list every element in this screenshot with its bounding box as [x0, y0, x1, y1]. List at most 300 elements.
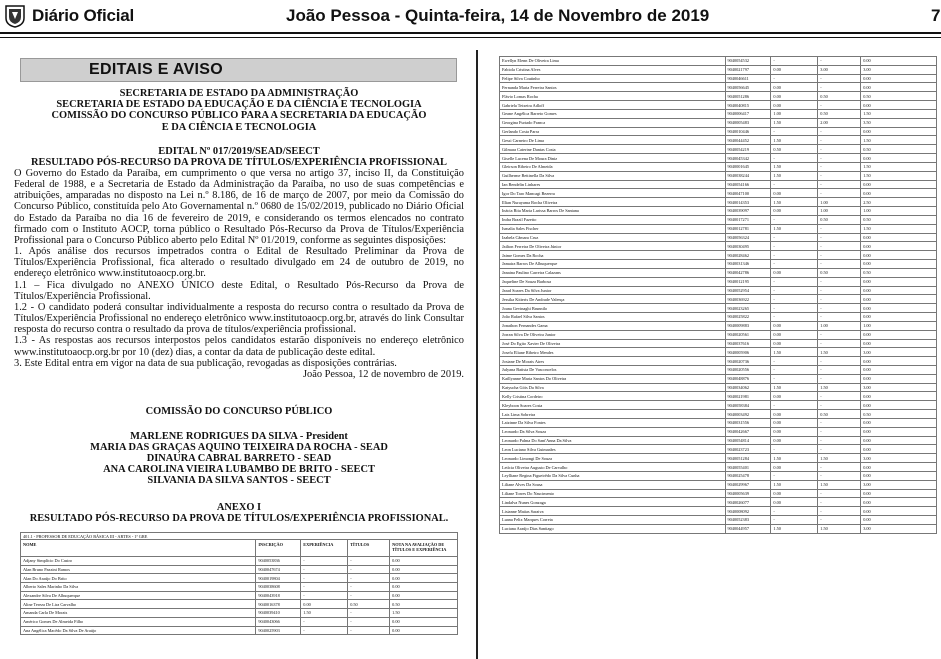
- cell-experience: -: [771, 260, 818, 269]
- publication-title: Diário Oficial: [32, 6, 135, 25]
- cell-score: 0.00: [861, 357, 937, 366]
- cell-name: Kaillyanne Maria Santos Do Oliveira: [500, 374, 726, 383]
- cell-experience: 1.50: [771, 480, 818, 489]
- cell-score: 1.50: [861, 171, 937, 180]
- table-row: [500, 454, 937, 463]
- cell-titles: -: [818, 507, 861, 516]
- cell-score: 3.00: [861, 383, 937, 392]
- cell-registration: 9040020561: [725, 330, 771, 339]
- cell-name: Fernanda Maria Ferreira Santos: [500, 83, 726, 92]
- cell-experience: 1.50: [771, 524, 818, 533]
- cell-registration: 9040038608: [256, 583, 301, 592]
- cell-experience: 1.50: [771, 118, 818, 127]
- cell-name: Lindalva Nunes Gonzaga: [500, 498, 726, 507]
- cell-score: 0.00: [861, 189, 937, 198]
- cell-name: José Do Egito Xavier De Oliveira: [500, 339, 726, 348]
- cell-experience: 1.50: [771, 224, 818, 233]
- table-row: [500, 83, 937, 92]
- cell-titles: 3.00: [818, 65, 861, 74]
- cell-titles: -: [818, 233, 861, 242]
- cell-score: 0.00: [861, 180, 937, 189]
- cell-experience: -: [771, 357, 818, 366]
- cell-name: Georgina Furtado Franca: [500, 118, 726, 127]
- cell-name: Aline Tereza De Lira Carvalho: [21, 600, 256, 609]
- cell-experience: -: [771, 507, 818, 516]
- cell-name: Jaqueline De Souza Barbosa: [500, 277, 726, 286]
- cell-registration: 9040012781: [725, 224, 771, 233]
- cell-experience: 0.00: [771, 463, 818, 472]
- cell-score: 0.50: [861, 215, 937, 224]
- cell-titles: -: [818, 286, 861, 295]
- table-row: [500, 401, 937, 410]
- cell-registration: 9040044452: [725, 136, 771, 145]
- cell-score: 0.00: [861, 401, 937, 410]
- table-row: [500, 286, 937, 295]
- cell-experience: 0.00: [301, 600, 348, 609]
- cell-titles: -: [818, 392, 861, 401]
- cell-score: 1.50: [861, 109, 937, 118]
- cell-name: Leonardo Da Silva Souza: [500, 427, 726, 436]
- cell-score: 0.00: [861, 277, 937, 286]
- cell-experience: -: [771, 365, 818, 374]
- cell-titles: -: [818, 463, 861, 472]
- cell-score: 0.00: [861, 330, 937, 339]
- table-row: [21, 609, 458, 618]
- cell-registration: 9040042667: [725, 427, 771, 436]
- cell-name: Gessi Carneiro De Lima: [500, 136, 726, 145]
- table-row: [500, 304, 937, 313]
- cell-titles: -: [818, 304, 861, 313]
- cell-titles: 1.00: [818, 321, 861, 330]
- cell-name: João Rafael Silva Santos: [500, 313, 726, 322]
- cell-experience: 0.00: [771, 418, 818, 427]
- edital-heading: [14, 146, 464, 168]
- table-row: [500, 57, 937, 66]
- table-row: [500, 365, 937, 374]
- cell-name: Jamaira Barros De Albuquerque: [500, 260, 726, 269]
- cell-name: Joana Gevinaghi Brunnilo: [500, 304, 726, 313]
- cell-experience: -: [771, 277, 818, 286]
- cell-score: 0.50: [390, 600, 458, 609]
- cell-registration: 9040043066: [256, 617, 301, 626]
- cell-experience: 0.00: [771, 268, 818, 277]
- table-row: [500, 171, 937, 180]
- cell-experience: 0.00: [771, 392, 818, 401]
- cell-name: Leylliane Regina Figueirêdo Da Silva Cunha: [500, 471, 726, 480]
- cell-titles: -: [818, 427, 861, 436]
- commission-heading: COMISSÃO DO CONCURSO PÚBLICO: [145, 406, 333, 417]
- cell-score: 0.00: [861, 427, 937, 436]
- cell-titles: -: [818, 471, 861, 480]
- cell-titles: 0.50: [348, 600, 390, 609]
- cell-score: 0.00: [861, 374, 937, 383]
- cell-experience: 0.00: [771, 427, 818, 436]
- cell-registration: 9040025478: [725, 471, 771, 480]
- cell-registration: 9040053836: [256, 557, 301, 566]
- table-row: [500, 260, 937, 269]
- cell-score: 0.00: [861, 83, 937, 92]
- cell-score: 0.00: [861, 507, 937, 516]
- cell-name: Indra Brazil Fazetto: [500, 215, 726, 224]
- cell-registration: 9040017271: [725, 215, 771, 224]
- cell-experience: -: [301, 583, 348, 592]
- cell-experience: 0.00: [771, 410, 818, 419]
- cell-titles: -: [818, 516, 861, 525]
- cell-experience: -: [771, 127, 818, 136]
- cell-name: Janaina Paulino Carreira Calazans: [500, 268, 726, 277]
- state-seal-icon: [4, 4, 26, 28]
- table-row: [500, 383, 937, 392]
- cell-name: Jonathon Fernandes Gama: [500, 321, 726, 330]
- cell-experience: -: [771, 233, 818, 242]
- cell-registration: 9040040815: [725, 101, 771, 110]
- cell-titles: -: [818, 251, 861, 260]
- table-row: [500, 313, 937, 322]
- table-row: [500, 268, 937, 277]
- cell-name: Julyana Batista De Vasconcelos: [500, 365, 726, 374]
- cell-score: 3.00: [861, 348, 937, 357]
- table-row: [500, 524, 937, 533]
- cell-name: Laizinne Da Silva Fontes: [500, 418, 726, 427]
- table-row: [500, 109, 937, 118]
- column-header: NOTA NA AVALIAÇÃO DE TÍTULOS E EXPERIÊNCIA: [390, 540, 458, 557]
- table-row: [500, 180, 937, 189]
- body-paragraph: 1.3 - As respostas aos recursos interpostos pelos candidatos estarão disponíveis no endereço eletrônico www.institutoaocp.org.br por 10 (dez) dias, a contar da data de publicação deste edital.: [14, 335, 464, 358]
- cell-registration: 9040031556: [725, 418, 771, 427]
- table-row: [500, 348, 937, 357]
- cell-titles: -: [818, 365, 861, 374]
- cell-experience: -: [771, 304, 818, 313]
- cell-score: 0.00: [861, 74, 937, 83]
- cell-name: Letícia Oliveira Augusto De Carvalho: [500, 463, 726, 472]
- cell-score: 0.00: [390, 557, 458, 566]
- cell-titles: 1.50: [818, 480, 861, 489]
- cell-registration: 9040005639: [725, 489, 771, 498]
- cell-name: Alberto Sales Marinho Da Silva: [21, 583, 256, 592]
- cell-experience: -: [771, 251, 818, 260]
- table-row: [21, 565, 458, 574]
- commission-member: SILVANIA DA SILVA SANTOS - SEECT: [147, 474, 331, 486]
- column-header: INSCRIÇÃO: [256, 540, 301, 557]
- cell-name: Felipe Silva Coutinho: [500, 74, 726, 83]
- header-rule: [0, 32, 941, 38]
- table-row: [500, 224, 937, 233]
- cell-titles: 1.50: [818, 524, 861, 533]
- results-table-right: [499, 56, 937, 534]
- cell-experience: 0.00: [771, 489, 818, 498]
- table-row: [500, 330, 937, 339]
- cell-experience: -: [771, 180, 818, 189]
- table-row: [21, 574, 458, 583]
- cell-titles: 1.50: [818, 383, 861, 392]
- cell-name: Kelly Cristina Cordeiro: [500, 392, 726, 401]
- cell-experience: 0.00: [771, 83, 818, 92]
- cell-experience: -: [771, 295, 818, 304]
- cell-name: Alexandre Silva De Albuquerque: [21, 591, 256, 600]
- cell-experience: -: [771, 57, 818, 66]
- cell-registration: 9040034062: [725, 383, 771, 392]
- cell-name: Jaime Gomes Da Rocha: [500, 251, 726, 260]
- cell-score: 0.00: [861, 242, 937, 251]
- cell-name: Leonardo Palma Do Sant'Anna Da Silva: [500, 436, 726, 445]
- page-header: [0, 0, 941, 40]
- table-row: [500, 118, 937, 127]
- table-row: [500, 101, 937, 110]
- cell-experience: -: [771, 242, 818, 251]
- table-row: [500, 207, 937, 216]
- cell-name: Ian Bendelin Linhares: [500, 180, 726, 189]
- table-row: [500, 480, 937, 489]
- cell-experience: 0.00: [771, 101, 818, 110]
- cell-experience: 0.00: [771, 330, 818, 339]
- cell-name: Liliane Alves Da Sousa: [500, 480, 726, 489]
- cell-titles: 0.50: [818, 92, 861, 101]
- cell-name: Jorran Silva De Oliveira Junior: [500, 330, 726, 339]
- cell-registration: 9040043918: [256, 591, 301, 600]
- cell-name: Alan Do Araújo Do Brito: [21, 574, 256, 583]
- column-header: EXPERIÊNCIA: [301, 540, 348, 557]
- table-caption-row: [21, 533, 458, 540]
- cell-titles: -: [348, 609, 390, 618]
- cell-experience: 0.00: [771, 339, 818, 348]
- table-row: [500, 295, 937, 304]
- cell-experience: -: [771, 471, 818, 480]
- cell-registration: 9040052954: [725, 286, 771, 295]
- cell-registration: 9040026077: [725, 498, 771, 507]
- cell-experience: -: [771, 313, 818, 322]
- cell-score: 0.00: [861, 471, 937, 480]
- cell-titles: -: [818, 339, 861, 348]
- cell-score: 1.50: [390, 609, 458, 618]
- cell-titles: 0.50: [818, 109, 861, 118]
- cell-score: 0.00: [861, 445, 937, 454]
- cell-score: 0.00: [861, 498, 937, 507]
- cell-name: Luana Felix Marques Correia: [500, 516, 726, 525]
- table-row: [500, 339, 937, 348]
- cell-score: 0.00: [390, 626, 458, 635]
- cell-experience: 1.50: [301, 609, 348, 618]
- table-header-row: [21, 540, 458, 557]
- cell-titles: -: [818, 242, 861, 251]
- cell-titles: 0.50: [818, 215, 861, 224]
- cell-name: Gerlando Costa Parra: [500, 127, 726, 136]
- table-row: [500, 92, 937, 101]
- cell-score: 0.50: [861, 410, 937, 419]
- results-table-left: [20, 532, 458, 635]
- cell-name: Josiane De Morais Aires: [500, 357, 726, 366]
- cell-titles: 0.50: [818, 268, 861, 277]
- cell-name: Igor Do Taro Mancagi Bezerra: [500, 189, 726, 198]
- cell-score: 3.00: [861, 524, 937, 533]
- annex-title: ANEXO I: [216, 502, 262, 513]
- table-row: [500, 233, 937, 242]
- table-row: [500, 127, 937, 136]
- publication-date: João Pessoa - Quinta-feira, 14 de Novembro de 2019: [286, 6, 710, 25]
- cell-experience: 1.00: [771, 109, 818, 118]
- cell-name: Gilmara Caterine Dantas Costa: [500, 145, 726, 154]
- cell-name: Jessika Kitteris De Andrade Valença: [500, 295, 726, 304]
- cell-titles: -: [348, 626, 390, 635]
- cell-registration: 9040023265: [725, 304, 771, 313]
- cell-titles: -: [348, 565, 390, 574]
- cell-experience: -: [771, 286, 818, 295]
- cell-registration: 9040039410: [256, 609, 301, 618]
- right-column: [493, 56, 941, 659]
- cell-titles: -: [818, 436, 861, 445]
- cell-score: 0.00: [861, 101, 937, 110]
- cell-score: 3.00: [861, 65, 937, 74]
- table-row: [500, 471, 937, 480]
- cell-experience: -: [771, 74, 818, 83]
- annex-subtitle: RESULTADO PÓS-RECURSO DA PROVA DE TÍTULOS/EXPERIÊNCIA PROFISSIONAL.: [29, 513, 449, 524]
- table-row: [500, 418, 937, 427]
- table-row: [500, 410, 937, 419]
- cell-score: 0.00: [861, 489, 937, 498]
- table-caption: 401.1 - PROFESSOR DE EDUCAÇÃO BÁSICA III - ARTES - 1ª GRE: [21, 533, 458, 540]
- body-paragraph: 1.1 – Fica divulgado no ANEXO ÚNICO deste Edital, o Resultado Pós-Recurso da Prova de Títulos/Experiência Profissional.: [14, 279, 464, 302]
- cell-name: Flávio Lomas Rocha: [500, 92, 726, 101]
- column-divider: [476, 50, 478, 659]
- cell-experience: -: [301, 565, 348, 574]
- commission-member: DINAURA CABRAL BARRETO - SEAD: [146, 452, 332, 464]
- cell-score: 0.00: [861, 463, 937, 472]
- table-row: [500, 215, 937, 224]
- cell-experience: -: [771, 401, 818, 410]
- cell-registration: 9040054532: [725, 57, 771, 66]
- cell-titles: -: [818, 224, 861, 233]
- cell-registration: 9040047674: [256, 565, 301, 574]
- cell-score: 0.00: [861, 286, 937, 295]
- cell-registration: 9040014353: [725, 198, 771, 207]
- cell-experience: 1.50: [771, 136, 818, 145]
- section-banner: [20, 58, 457, 82]
- cell-registration: 9040016378: [256, 600, 301, 609]
- cell-name: Illian Nurayama Rocha Oliveira: [500, 198, 726, 207]
- cell-registration: 9040028462: [725, 251, 771, 260]
- cell-score: 0.50: [861, 268, 937, 277]
- cell-name: Ismalia Sales Fischer: [500, 224, 726, 233]
- cell-titles: -: [818, 154, 861, 163]
- cell-experience: -: [771, 516, 818, 525]
- cell-name: Guilherme Bettinella Da Silva: [500, 171, 726, 180]
- cell-experience: 0.00: [771, 321, 818, 330]
- cell-score: 0.00: [861, 339, 937, 348]
- cell-registration: 9040054219: [725, 145, 771, 154]
- edital-title: RESULTADO PÓS-RECURSO DA PROVA DE TÍTULOS/EXPERIÊNCIA PROFISSIONAL: [31, 157, 447, 168]
- cell-experience: -: [771, 374, 818, 383]
- table-row: [500, 154, 937, 163]
- cell-registration: 9040021797: [725, 65, 771, 74]
- table-row: [500, 136, 937, 145]
- cell-name: Fabiola Cristina Alves: [500, 65, 726, 74]
- cell-experience: -: [771, 154, 818, 163]
- cell-score: 0.50: [861, 145, 937, 154]
- cell-experience: 1.50: [771, 348, 818, 357]
- cell-titles: -: [348, 591, 390, 600]
- cell-titles: -: [818, 313, 861, 322]
- cell-titles: -: [818, 57, 861, 66]
- table-row: [500, 357, 937, 366]
- cell-titles: -: [818, 498, 861, 507]
- cell-titles: -: [818, 401, 861, 410]
- cell-experience: -: [301, 617, 348, 626]
- cell-score: 0.00: [861, 295, 937, 304]
- commission-member: MARIA DAS GRAÇAS AQUINO TEIXEIRA DA ROCHA - SEAD: [90, 441, 388, 453]
- table-row: [500, 189, 937, 198]
- table-row: [500, 498, 937, 507]
- cell-name: Gleirson Ribeiro De Almeida: [500, 162, 726, 171]
- cell-experience: 1.50: [771, 383, 818, 392]
- cell-registration: 9040025903: [256, 626, 301, 635]
- cell-score: 0.00: [390, 583, 458, 592]
- cell-experience: -: [301, 591, 348, 600]
- table-row: [21, 557, 458, 566]
- cell-registration: 9040020736: [725, 357, 771, 366]
- cell-registration: 9040044957: [725, 524, 771, 533]
- organization-heading: [14, 88, 464, 133]
- cell-registration: 9040051286: [725, 92, 771, 101]
- cell-experience: 0.00: [771, 207, 818, 216]
- cell-titles: -: [818, 162, 861, 171]
- cell-name: Ana Angélica Macêdo Da Silva De Araújo: [21, 626, 256, 635]
- table-row: [500, 65, 937, 74]
- table-row: [500, 427, 937, 436]
- cell-registration: 9040054814: [725, 436, 771, 445]
- cell-score: 3.00: [861, 454, 937, 463]
- cell-titles: -: [818, 145, 861, 154]
- cell-registration: 9040029967: [725, 480, 771, 489]
- left-column: [14, 52, 464, 659]
- cell-registration: 9040037616: [725, 339, 771, 348]
- cell-experience: 0.00: [771, 65, 818, 74]
- body-paragraph: 1.2 - O candidato poderá consultar individualmente a resposta do recurso contra o resultado da Prova de Títulos/Experiência Profissional no endereço eletrônico www.institutoaocp.org.br, através do link Consultar resposta do recurso contra o resultado da prova de títulos/experiência profissional.: [14, 301, 464, 336]
- org-line: COMISSÃO DO CONCURSO PÚBLICO PARA A SECRETARIA DA EDUCAÇÃO: [51, 110, 427, 122]
- cell-registration: 9040031346: [725, 260, 771, 269]
- cell-name: Luciana Araújo Dias Santiago: [500, 524, 726, 533]
- cell-registration: 9040019804: [256, 574, 301, 583]
- table-row: [500, 463, 937, 472]
- cell-titles: -: [818, 127, 861, 136]
- table-row: [500, 251, 937, 260]
- cell-registration: 9040039097: [725, 207, 771, 216]
- cell-score: 0.00: [861, 251, 937, 260]
- body-paragraph: 3. Este Edital entra em vigor na data de sua publicação, revogadas as disposições contrárias.: [14, 357, 397, 369]
- cell-name: Lisianne Matias Saraiva: [500, 507, 726, 516]
- cell-experience: 1.50: [771, 198, 818, 207]
- column-header: NOME: [21, 540, 256, 557]
- cell-experience: 1.50: [771, 162, 818, 171]
- cell-titles: -: [818, 180, 861, 189]
- cell-titles: -: [348, 617, 390, 626]
- cell-registration: 9040038244: [725, 171, 771, 180]
- table-row: [500, 489, 937, 498]
- cell-score: 0.00: [861, 154, 937, 163]
- cell-name: Gabriela Teixeira Adloff: [500, 101, 726, 110]
- cell-registration: 9040056324: [725, 233, 771, 242]
- body-paragraph: O Governo do Estado da Paraíba, em cumprimento o que versa no artigo 37, inciso II, da Constituição Federal de 1988, e a Secretaria de Estado da Administração da Paraíba, no uso de suas competências e atribuições, amparadas no disposto na Lei n.º 8.186, de 16 de março de 2007, por meio da Comissão do Concurso Público, constituída pelo Ato Governamental n.º 0680 de 15/02/2019, publicado no Diário Oficial do Estado da Paraíba no dia 16 de fevereiro de 2019, e considerando os termos elencados no contrato firmado com o Instituto AOCP, torna público o Resultado Pós-Recurso da Prova de Títulos/Experiência Profissional para o Concurso Público aberto pelo Edital Nº 01/2019, conforme as seguintes disposições:: [14, 168, 464, 246]
- cell-registration: 9040046611: [725, 74, 771, 83]
- cell-titles: -: [818, 260, 861, 269]
- cell-registration: 9040042786: [725, 268, 771, 277]
- cell-score: 0.00: [861, 516, 937, 525]
- cell-registration: 9040025822: [725, 313, 771, 322]
- cell-name: Américo Gomes De Almeida Filho: [21, 617, 256, 626]
- cell-name: Leon Luciano Silva Guimarães: [500, 445, 726, 454]
- cell-registration: 9040010446: [725, 127, 771, 136]
- cell-experience: -: [301, 626, 348, 635]
- cell-name: Lais Lima Sobreira: [500, 410, 726, 419]
- cell-titles: -: [818, 277, 861, 286]
